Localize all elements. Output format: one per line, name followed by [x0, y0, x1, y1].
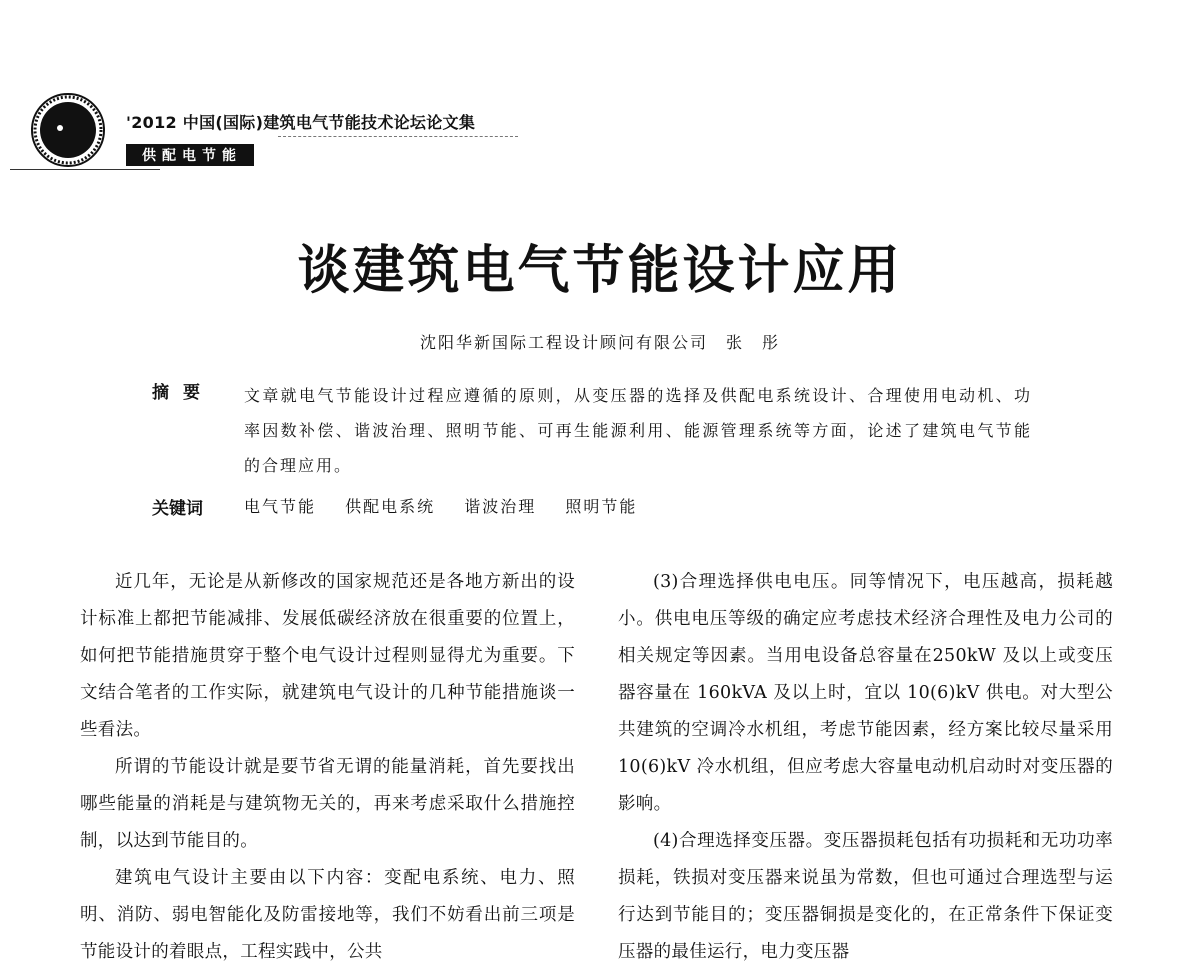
paragraph: (4)合理选择变压器。变压器损耗包括有功损耗和无功功率损耗，铁损对变压器来说虽为常数，但也可通过合理选型与运行达到节能目的；变压器铜损是变化的，在正常条件下保证变压器的最佳运行，电力变压器 — [618, 831, 1113, 962]
abstract — [152, 378, 1032, 483]
page-header — [30, 88, 500, 168]
paragraph: 近几年，无论是从新修改的国家规范还是各地方新出的设计标准上都把节能减排、发展低碳经济放在很重要的位置上，如何把节能措施贯穿于整个电气设计过程则显得尤为重要。下文结合笔者的工作实际，就建筑电气设计的几种节能措施谈一些看法。 — [80, 572, 575, 740]
abstract-text: 文章就电气节能设计过程应遵循的原则，从变压器的选择及供配电系统设计、合理使用电动机、功率因数补偿、谐波治理、照明节能、可再生能源利用、能源管理系统等方面，论述了建筑电气节能的合理应用。 — [244, 386, 1032, 475]
body-column-right — [618, 564, 1113, 971]
header-rule — [10, 169, 160, 170]
author-line: 沈阳华新国际工程设计顾问有限公司 张 彤 — [419, 333, 780, 352]
body-column-left — [80, 564, 575, 971]
article-title: 谈建筑电气节能设计应用 — [297, 241, 903, 301]
header-dotted-rule — [278, 136, 518, 137]
abstract-label: 摘要 — [152, 383, 214, 403]
section-tag: 供配电节能 — [126, 144, 254, 166]
conference-seal-logo-icon — [30, 92, 106, 168]
paragraph: 建筑电气设计主要由以下内容：变配电系统、电力、照明、消防、弱电智能化及防雷接地等，我们不妨看出前三项是节能设计的着眼点，工程实践中，公共 — [80, 868, 575, 962]
series-title: '2012 中国(国际)建筑电气节能技术论坛论文集 — [126, 113, 476, 132]
keyword: 照明节能 — [565, 497, 638, 516]
keywords-label: 关键词 — [152, 499, 203, 519]
keywords — [152, 494, 1032, 517]
keyword: 供配电系统 — [345, 497, 436, 516]
keyword: 谐波治理 — [464, 497, 537, 516]
keywords-list — [244, 494, 1032, 517]
paragraph: (3)合理选择供电电压。同等情况下，电压越高，损耗越小。供电电压等级的确定应考虑技术经济合理性及电力公司的相关规定等因素。当用电设备总容量在250kW 及以上或变压器容量在 160kVA 及以上时，宜以 10(6)kV 供电。对大型公共建筑的空调冷水机组，考虑节能因素，经方案比较尽量采用 10(6)kV 冷水机组，但应考虑大容量电动机启动时对变压器的影响。 — [618, 572, 1113, 814]
paragraph: 所谓的节能设计就是要节省无谓的能量消耗，首先要找出哪些能量的消耗是与建筑物无关的，再来考虑采取什么措施控制，以达到节能目的。 — [80, 757, 575, 851]
keyword: 电气节能 — [244, 497, 317, 516]
